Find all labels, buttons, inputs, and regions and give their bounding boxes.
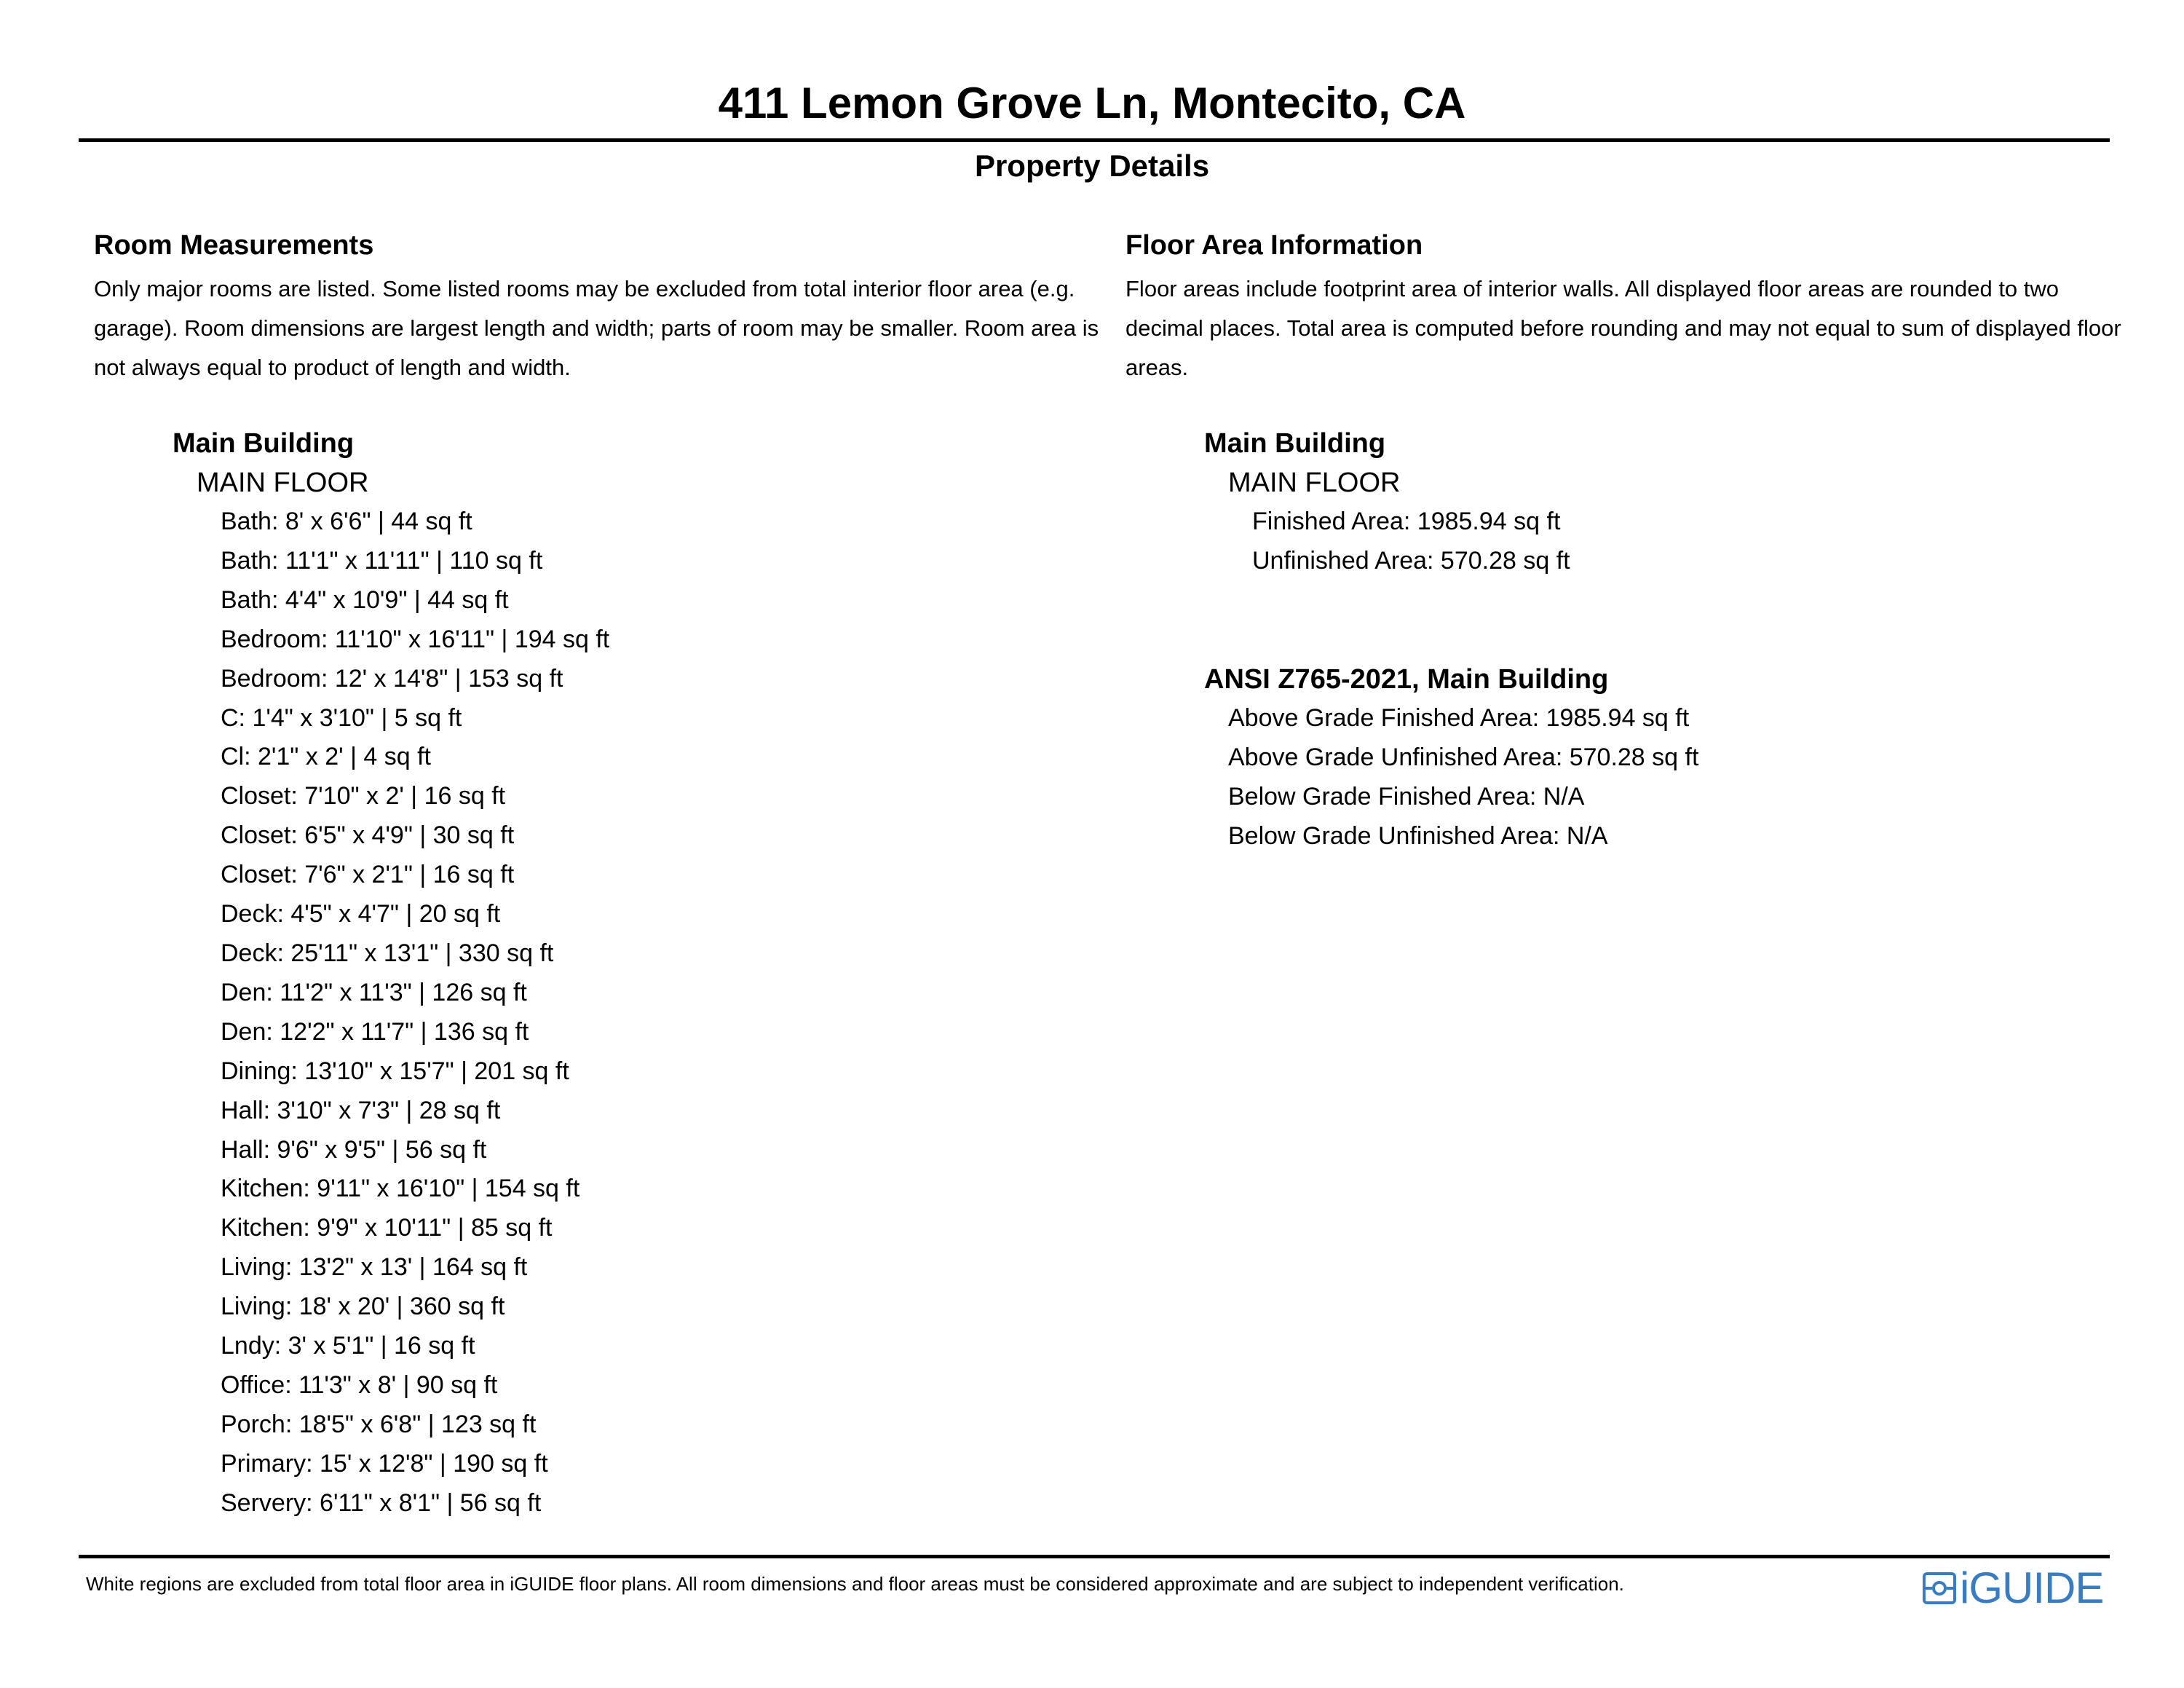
floor-area-block [1204, 424, 1570, 581]
area-list [1204, 502, 1570, 581]
room-measurements-section [94, 227, 1113, 387]
floor-area-section [1125, 227, 2137, 387]
iguide-brand-text: iGUIDE [1960, 1563, 2104, 1612]
room-list-item: Kitchen: 9'11" x 16'10" | 154 sq ft [221, 1175, 580, 1203]
room-list-item: Den: 11'2" x 11'3" | 126 sq ft [221, 978, 527, 1006]
ansi-list-item: Above Grade Unfinished Area: 570.28 sq ft [1228, 743, 1699, 771]
floor-area-description: Floor areas include footprint area of interior walls. All displayed floor areas are rounded to two decimal places. Total area is computed before rounding and may not equal to sum of displayed floor areas. [1125, 276, 2121, 380]
room-list-item: Living: 13'2" x 13' | 164 sq ft [221, 1253, 528, 1282]
room-list-item: Cl: 2'1" x 2' | 4 sq ft [221, 743, 431, 771]
area-list-item: Finished Area: 1985.94 sq ft [1252, 508, 1561, 535]
room-list-item: Deck: 4'5" x 4'7" | 20 sq ft [221, 900, 501, 928]
floor-area-heading: Floor Area Information [1125, 230, 1423, 261]
iguide-logo [1922, 1564, 2103, 1612]
room-list [173, 502, 609, 1523]
page-title: 411 Lemon Grove Ln, Montecito, CA [718, 79, 1466, 127]
room-list-item: Closet: 7'6" x 2'1" | 16 sq ft [221, 861, 515, 889]
room-list-item: Deck: 25'11" x 13'1" | 330 sq ft [221, 939, 554, 967]
room-list-item: Bath: 8' x 6'6" | 44 sq ft [221, 508, 472, 535]
room-measurements-description: Only major rooms are listed. Some listed rooms may be excluded from total interior floor area (e.g. garage). Room dimensions are largest length and width; parts of room may be smaller. Room area is not always equal to product of length and width. [94, 276, 1099, 380]
room-floor-label: MAIN FLOOR [197, 468, 369, 498]
footer-divider [79, 1555, 2110, 1558]
room-list-item: Servery: 6'11" x 8'1" | 56 sq ft [221, 1488, 542, 1517]
area-list-item: Unfinished Area: 570.28 sq ft [1252, 546, 1570, 575]
room-measurements-heading: Room Measurements [94, 230, 374, 261]
room-building-heading: Main Building [173, 428, 355, 459]
ansi-list-item: Above Grade Finished Area: 1985.94 sq ft [1228, 704, 1690, 732]
room-list-item: Bedroom: 12' x 14'8" | 153 sq ft [221, 664, 563, 693]
iguide-logo-icon [1922, 1571, 1957, 1606]
header-divider [79, 138, 2110, 142]
room-list-item: Closet: 7'10" x 2' | 16 sq ft [221, 782, 506, 811]
ansi-block [1204, 660, 1698, 856]
room-list-item: Dining: 13'10" x 15'7" | 201 sq ft [221, 1057, 569, 1085]
room-list-item: Primary: 15' x 12'8" | 190 sq ft [221, 1449, 548, 1478]
room-list-item: C: 1'4" x 3'10" | 5 sq ft [221, 703, 462, 732]
room-list-block [173, 424, 609, 1523]
room-list-item: Kitchen: 9'9" x 10'11" | 85 sq ft [221, 1214, 553, 1242]
room-list-item: Living: 18' x 20' | 360 sq ft [221, 1293, 505, 1321]
room-list-item: Den: 12'2" x 11'7" | 136 sq ft [221, 1017, 529, 1046]
ansi-list [1204, 699, 1698, 856]
ansi-heading: ANSI Z765-2021, Main Building [1204, 664, 1609, 695]
room-list-item: Bath: 11'1" x 11'11" | 110 sq ft [221, 546, 543, 575]
ansi-list-item: Below Grade Unfinished Area: N/A [1228, 821, 1608, 850]
room-list-item: Hall: 3'10" x 7'3" | 28 sq ft [221, 1096, 501, 1124]
room-list-item: Porch: 18'5" x 6'8" | 123 sq ft [221, 1410, 537, 1438]
room-list-item: Closet: 6'5" x 4'9" | 30 sq ft [221, 821, 515, 850]
area-building-heading: Main Building [1204, 428, 1386, 459]
page-subtitle: Property Details [974, 149, 1210, 183]
room-list-item: Office: 11'3" x 8' | 90 sq ft [221, 1370, 498, 1399]
area-floor-label: MAIN FLOOR [1228, 468, 1401, 498]
room-list-item: Hall: 9'6" x 9'5" | 56 sq ft [221, 1135, 487, 1164]
room-list-item: Lndy: 3' x 5'1" | 16 sq ft [221, 1332, 475, 1360]
ansi-list-item: Below Grade Finished Area: N/A [1228, 782, 1585, 811]
room-list-item: Bedroom: 11'10" x 16'11" | 194 sq ft [221, 625, 610, 653]
footer-disclaimer: White regions are excluded from total floor area in iGUIDE floor plans. All room dimensions and floor areas must be considered approximate and are subject to independent verification. [86, 1573, 1624, 1595]
room-list-item: Bath: 4'4" x 10'9" | 44 sq ft [221, 585, 509, 614]
